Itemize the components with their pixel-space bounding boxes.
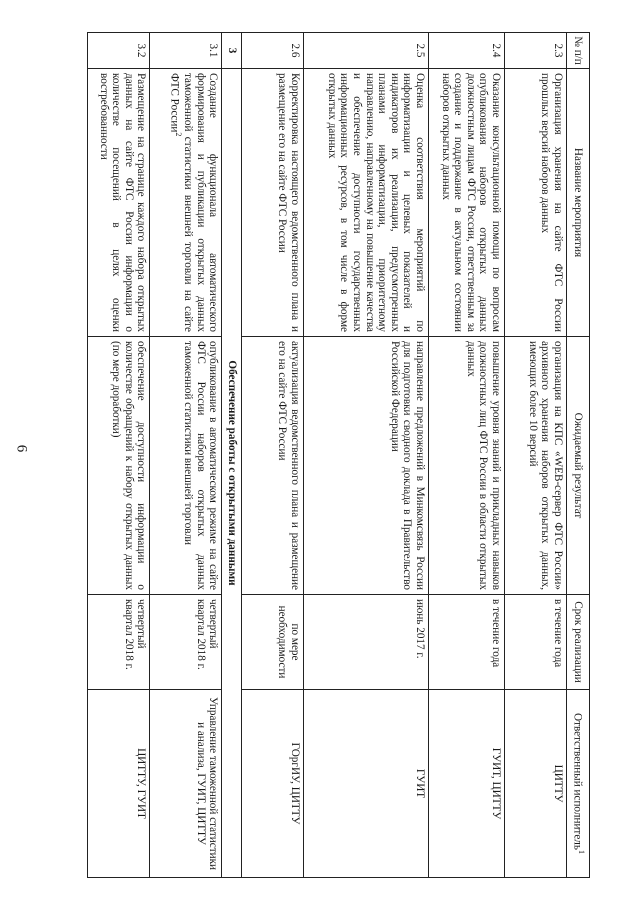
row-result: обеспечение доступности информации о количестве обращений к набору открытых данных (по мере доработки) (88, 337, 150, 595)
row-name: Размещение на странице каждого набора открытых данных на сайте ФТС России информации о количестве посещений в целях оценки востребованности (88, 69, 150, 337)
row-responsible: ЦИТТУ (504, 690, 566, 878)
row-responsible: ГУИТ, ЦИТТУ (428, 690, 504, 878)
row-number: 2.6 (241, 33, 303, 69)
row-number: 2.3 (504, 33, 566, 69)
row-number: 2.4 (428, 33, 504, 69)
row-name: Корректировка настоящего ведомственного плана и размещение его на сайте ФТС России (241, 69, 303, 337)
row-term: четвертый квартал 2018 г. (88, 595, 150, 690)
row-name: Оказание консультационной помощи по вопросам опубликования наборов открытых данных должностным лицам ФТС России, ответственным за создание и поддержание в актуальном состоянии наборов открытых данных (428, 69, 504, 337)
table-header-row (566, 33, 589, 878)
table-row (150, 33, 222, 878)
row-term: июнь 2017 г. (303, 595, 428, 690)
row-responsible: ГОргИУ, ЦИТТУ (241, 690, 303, 878)
row-number: 3.2 (88, 33, 150, 69)
row-responsible: ЦИТТУ, ГУИТ (88, 690, 150, 878)
table-row (303, 33, 428, 878)
row-term: в течение года (428, 595, 504, 690)
plan-table (87, 32, 590, 878)
row-responsible: Управление таможенной статистики и анализа, ГУИТ, ЦИТТУ (150, 690, 222, 878)
header-term: Срок реализации (566, 595, 589, 690)
section-header-row (222, 33, 242, 878)
row-term: в течение года (504, 595, 566, 690)
row-result: организация на КПС «WEB-сервер ФТС России» архивного хранения наборов открытых данных, имеющих более 10 версий (504, 337, 566, 595)
row-number: 3.1 (150, 33, 222, 69)
table-row (428, 33, 504, 878)
row-result: опубликование в автоматическом режиме на сайте ФТС России наборов открытых данных таможенной статистики внешней торговли (150, 337, 222, 595)
header-num: № п/п (566, 33, 589, 69)
header-name: Название мероприятия (566, 69, 589, 337)
header-result: Ожидаемый результат (566, 337, 589, 595)
table-row (241, 33, 303, 878)
row-responsible: ГУИТ (303, 690, 428, 878)
table-row (504, 33, 566, 878)
row-name: Организация хранения на сайте ФТС России прошлых версий наборов данных (504, 69, 566, 337)
section-title: Обеспечение работы с открытыми данными (222, 69, 242, 878)
row-number: 2.5 (303, 33, 428, 69)
section-number: 3 (222, 33, 242, 69)
rotated-table-container (60, 32, 590, 877)
row-result: актуализация ведомственного плана и размещение его на сайте ФТС России (241, 337, 303, 595)
row-result: повышение уровня знаний и прикладных навыков должностных лиц ФТС России в области открытых данных (428, 337, 504, 595)
row-term: четвертый квартал 2018 г. (150, 595, 222, 690)
table-row (88, 33, 150, 878)
header-responsible: Ответственный исполнитель$^1$ (566, 690, 589, 878)
page-number: 6 (13, 444, 30, 453)
row-name: Создание функционала автоматического формирования и публикации открытых данных таможенной статистики внешней торговли на сайте ФТС России$^2$ (150, 69, 222, 337)
row-name: Оценка соответствия мероприятий по информатизации и целевых показателей и индикаторов их реализации, предусмотренных планами информатизации, приоритетному направлению, направленному на повышение качества и обеспечение доступности государственных информационных ресурсов, в том числе в форме открытых данных (303, 69, 428, 337)
row-result: направление предложений в Минкомсвязь России для подготовки сводного доклада в Правительство Российской Федерации (303, 337, 428, 595)
row-term: по мере необходимости (241, 595, 303, 690)
